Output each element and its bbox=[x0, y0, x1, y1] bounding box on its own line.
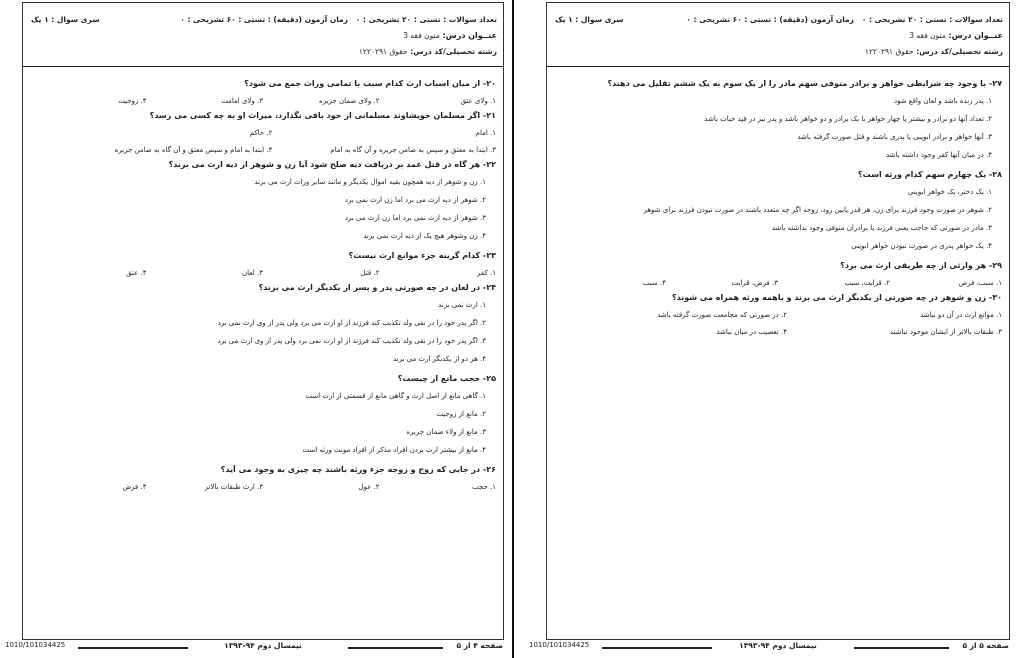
answer-option[interactable]: ۳. فرض، قرابت bbox=[731, 279, 778, 287]
answer-option[interactable]: ۴. هر دو از یکدیگر ارث می برند bbox=[392, 355, 486, 363]
answer-option[interactable]: ۴. مانع از بیشتر ارث بردن افراد مذکر از افراد مونث ورثه است bbox=[302, 446, 486, 454]
answer-option[interactable]: ۲. شوهر در صورت وجود فرزند برای زن، هر قدر پایین رود، زوجه اگر چه متعدد باشند در صورت نبودن فرزند برای شوهر bbox=[643, 206, 992, 214]
page-number: صفحه ۴ از ۵ bbox=[456, 641, 503, 650]
answer-option[interactable]: ۱. یک دختر، یک خواهر ابوینی bbox=[907, 188, 992, 196]
question-count: تعداد سوالات : تستی : ۲۰ تشریحی : ۰ bbox=[355, 15, 497, 24]
course-title bbox=[403, 31, 497, 40]
options-row bbox=[30, 146, 496, 154]
answer-option[interactable]: ۴. عتق bbox=[126, 269, 147, 277]
options-row bbox=[30, 129, 496, 137]
footer-rule bbox=[854, 647, 949, 649]
page-number: صفحه ۵ از ۵ bbox=[962, 641, 1009, 650]
answer-option[interactable]: ۱. امام bbox=[475, 129, 496, 137]
course-title bbox=[909, 31, 1003, 40]
question-title: ۲۶- در جایی که زوج و زوجه جزء ورثه باشند چه چیزی به وجود می آید؟ bbox=[220, 465, 496, 474]
answer-option[interactable]: ۱. حجب bbox=[472, 483, 496, 491]
answer-option[interactable]: ۱. پدر زنده باشد و لعان واقع شود bbox=[893, 97, 992, 105]
answer-option[interactable]: ۴. ابتدا به امام و سپس معتق و آن گاه به ضامن جریره bbox=[114, 146, 273, 154]
question-count: تعداد سوالات : تستی : ۲۰ تشریحی : ۰ bbox=[861, 15, 1003, 24]
footer-rule bbox=[78, 647, 188, 649]
question-series: سری سوال : ۱ یک bbox=[31, 15, 100, 24]
answer-option[interactable]: ۴. فرض bbox=[122, 483, 147, 491]
field-code-label: رشته تحصیلی/کد درس: bbox=[410, 47, 497, 56]
question-title: ۲۸- یک چهارم سهم کدام ورثه است؟ bbox=[858, 170, 1002, 179]
field-code-value: حقوق ۱۲۲۰۲۹۱ bbox=[864, 47, 914, 56]
answer-option[interactable]: ۱. زن و شوهر از دیه همچون بقیه اموال یکدیگر و مانند سایر وراث ارث می برند bbox=[254, 178, 486, 186]
answer-option[interactable]: ۱. سبب، فرض bbox=[958, 279, 1002, 287]
answer-option[interactable]: ۱. ولای عتق bbox=[460, 97, 496, 105]
page-frame bbox=[529, 2, 1010, 650]
answer-option[interactable]: ۴. زوجیت bbox=[118, 97, 147, 105]
course-title-label: عنــوان درس: bbox=[948, 31, 1003, 40]
footer-rule bbox=[602, 647, 712, 649]
question-title: ۲۵- حجب مانع از چیست؟ bbox=[397, 374, 496, 383]
options-row bbox=[554, 311, 1002, 319]
question-title: ۲۴- در لعان در چه صورتی پدر و پسر از یکدیگر ارث می برند؟ bbox=[258, 283, 496, 292]
answer-option[interactable]: ۴. در میان آنها کفر وجود داشته باشد bbox=[885, 151, 992, 159]
answer-option[interactable]: ۲. مانع از زوجیت bbox=[436, 410, 486, 418]
page-footer bbox=[5, 641, 503, 655]
answer-option[interactable]: ۱. گاهی مانع از اصل ارث و گاهی مانع از قسمتی از ارث است bbox=[305, 392, 486, 400]
question bbox=[30, 465, 496, 491]
options-row bbox=[30, 97, 496, 105]
question bbox=[30, 79, 496, 105]
course-title-value: متون فقه 3 bbox=[403, 31, 440, 40]
answer-option[interactable]: ۳. ابتدا به معتق و سپس به ضامن جریره و آن گاه به امام bbox=[330, 146, 496, 154]
exam-page-5 bbox=[516, 0, 1024, 658]
exam-code: 1010/101034425 bbox=[5, 641, 66, 649]
answer-option[interactable]: ۳. مانع از ولاء ضمان جریره bbox=[406, 428, 486, 436]
answer-option[interactable]: ۳. ولای امامت bbox=[221, 97, 263, 105]
exam-header bbox=[23, 3, 503, 67]
exam-duration: زمان آزمون (دقیقه) : تستی : ۶۰ تشریحی : ۰ bbox=[180, 15, 348, 24]
answer-option[interactable]: ۲. اگر پدر خود را در نفی ولد تکذیب کند فرزند از او ارث می برد ولی پدر از وی ارث نمی برد bbox=[217, 319, 486, 327]
course-title-label: عنــوان درس: bbox=[442, 31, 497, 40]
answer-option[interactable]: ۳. مادر در صورتی که حاجب یعنی فرزند یا برادران متوفی وجود نداشته باشد bbox=[771, 224, 992, 232]
question-series: سری سوال : ۱ یک bbox=[555, 15, 624, 24]
answer-option[interactable]: ۲. تعداد آنها دو برادر و بیشتر یا چهار خواهر یا یک برادر و دو خواهر باشد و پدر نیز در قید حیات باشد bbox=[704, 115, 992, 123]
question-title: ۲۱- اگر مسلمان خویشاوند مسلمانی از خود باقی نگذارد، میراث او به چه کسی می رسد؟ bbox=[149, 111, 496, 120]
page-divider bbox=[512, 0, 514, 658]
questions bbox=[23, 73, 503, 609]
answer-option[interactable]: ۳. آنها خواهر و برادر ابوینی یا پدری باشند و قتل صورت گرفته باشد bbox=[797, 133, 992, 141]
answer-option[interactable]: ۴. تعصیب در میان نباشد bbox=[716, 328, 787, 336]
field-code-value: حقوق ۱۲۲۰۲۹۱ bbox=[358, 47, 408, 56]
answer-option[interactable]: ۲. عول bbox=[358, 483, 380, 491]
question bbox=[554, 79, 1002, 164]
answer-option[interactable]: ۲. در صورتی که مجامعت صورت گرفته باشد bbox=[657, 311, 787, 319]
question-title: ۲۳- کدام گزینه جزء موانع ارث نیست؟ bbox=[348, 251, 496, 260]
question bbox=[30, 283, 496, 368]
question-title: ۳۰- زن و شوهر در چه صورتی از یکدیگر ارث می برند و باهمه ورثه همراه می شوند؟ bbox=[671, 293, 1002, 302]
question bbox=[554, 170, 1002, 255]
question bbox=[30, 160, 496, 245]
answer-option[interactable]: ۴. سبب bbox=[642, 279, 666, 287]
options-row bbox=[30, 269, 496, 277]
question bbox=[30, 374, 496, 459]
answer-option[interactable]: ۳. شوهر از دیه ارث نمی برد اما زن ارث می برد bbox=[344, 214, 486, 222]
answer-option[interactable]: ۲. قرابت، سبب bbox=[844, 279, 890, 287]
term-label: نیمسال دوم ۹۴-۱۳۹۳ bbox=[224, 641, 302, 650]
page-footer bbox=[529, 641, 1009, 655]
question bbox=[554, 261, 1002, 287]
answer-option[interactable]: ۱. کفر bbox=[477, 269, 496, 277]
question-title: ۲۰- از میان اسباب ارث کدام سبب با تمامی وراث جمع می شود؟ bbox=[244, 79, 496, 88]
term-label: نیمسال دوم ۹۴-۱۳۹۳ bbox=[739, 641, 817, 650]
question-title: ۲۷- با وجود چه شرایطی خواهر و برادر متوفی سهم مادر را از یک سوم به یک ششم تقلیل می دهند؟ bbox=[607, 79, 1002, 88]
footer-rule bbox=[348, 647, 443, 649]
answer-option[interactable]: ۲. قتل bbox=[360, 269, 380, 277]
answer-option[interactable]: ۱. ارث نمی برند bbox=[438, 301, 486, 309]
answer-option[interactable]: ۳. لعان bbox=[242, 269, 263, 277]
exam-duration: زمان آزمون (دقیقه) : تستی : ۶۰ تشریحی : ۰ bbox=[686, 15, 854, 24]
page-frame bbox=[5, 2, 504, 650]
course-title-value: متون فقه 3 bbox=[909, 31, 946, 40]
field-code bbox=[359, 47, 497, 56]
options-row bbox=[554, 279, 1002, 287]
answer-option[interactable]: ۳. اگر پدر خود را در نفی ولد تکذیب کند فرزند از او ارث نمی برد ولی پدر از وی ارث می برد bbox=[217, 337, 486, 345]
answer-option[interactable]: ۴. زن وشوهر هیچ یک از دیه ارث نمی برند bbox=[363, 232, 486, 240]
question-title: ۲۲- هر گاه در قتل عمد بر دریافت دیه صلح شود آیا زن و شوهر از دیه ارث می برند؟ bbox=[168, 160, 496, 169]
answer-option[interactable]: ۲. ولای ضمان جریره bbox=[319, 97, 380, 105]
exam-code: 1010/101034425 bbox=[529, 641, 590, 649]
exam-header bbox=[547, 3, 1009, 67]
question bbox=[30, 251, 496, 277]
answer-option[interactable]: ۲. حاکم bbox=[249, 129, 273, 137]
questions bbox=[547, 73, 1009, 609]
field-code-label: رشته تحصیلی/کد درس: bbox=[916, 47, 1003, 56]
field-code bbox=[865, 47, 1003, 56]
answer-option[interactable]: ۲. شوهر از دیه ارث می برد اما زن ارث نمی برد bbox=[344, 196, 486, 204]
options-row bbox=[554, 328, 1002, 336]
answer-option[interactable]: ۱. موانع ارث در آن دو نباشد bbox=[919, 311, 1002, 319]
question bbox=[30, 111, 496, 154]
options-row bbox=[30, 483, 496, 491]
question bbox=[554, 293, 1002, 336]
answer-option[interactable]: ۳. ارث طبقات بالاتر bbox=[204, 483, 263, 491]
answer-option[interactable]: ۳. طبقات بالاتر از ایشان موجود نباشند bbox=[889, 328, 1002, 336]
question-title: ۲۹- هر وارثی از چه طریقی ارث می برد؟ bbox=[840, 261, 1002, 270]
answer-option[interactable]: ۴. یک خواهر پدری در صورت نبودن خواهر ابوینی bbox=[851, 242, 992, 250]
